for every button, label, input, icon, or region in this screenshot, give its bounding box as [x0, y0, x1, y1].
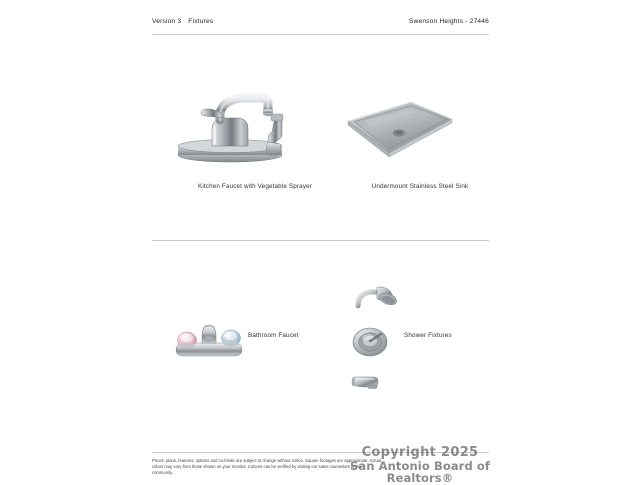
- header-left: [152, 18, 213, 25]
- bathroom-faucet-caption: Bathroom Faucet: [248, 332, 299, 339]
- watermark-line-1: Copyright 2025: [361, 445, 479, 460]
- section-divider: [152, 240, 489, 241]
- stainless-sink-photo: [345, 100, 455, 165]
- kitchen-faucet-photo: [168, 82, 298, 172]
- section-label: Fixtures: [188, 18, 214, 25]
- property-label: Swenson Heights - 27446: [408, 18, 489, 25]
- shower-fixtures-caption: Shower Fixtures: [404, 332, 452, 339]
- kitchen-faucet-caption: Kitchen Faucet with Vegetable Sprayer: [197, 183, 313, 190]
- footer-disclaimer: Prices, plans, features, options and co-broke are subject to change without notice. Square footages are approximate. Actual colors may vary from those shown on your monitor. Colours can be verified by visiting our sales counselors in the community.: [152, 458, 382, 476]
- copyright-watermark: [330, 446, 510, 485]
- version-label: Version 3: [152, 18, 182, 25]
- watermark-line-2: San Antonio Board of Realtors®: [350, 458, 490, 485]
- bathroom-faucet-photo: [170, 310, 248, 362]
- header-divider: [152, 34, 489, 35]
- page-header: [152, 18, 489, 38]
- shower-fixtures-photo: [344, 282, 408, 394]
- sink-caption: Undermount Stainless Steel Sink: [371, 183, 469, 190]
